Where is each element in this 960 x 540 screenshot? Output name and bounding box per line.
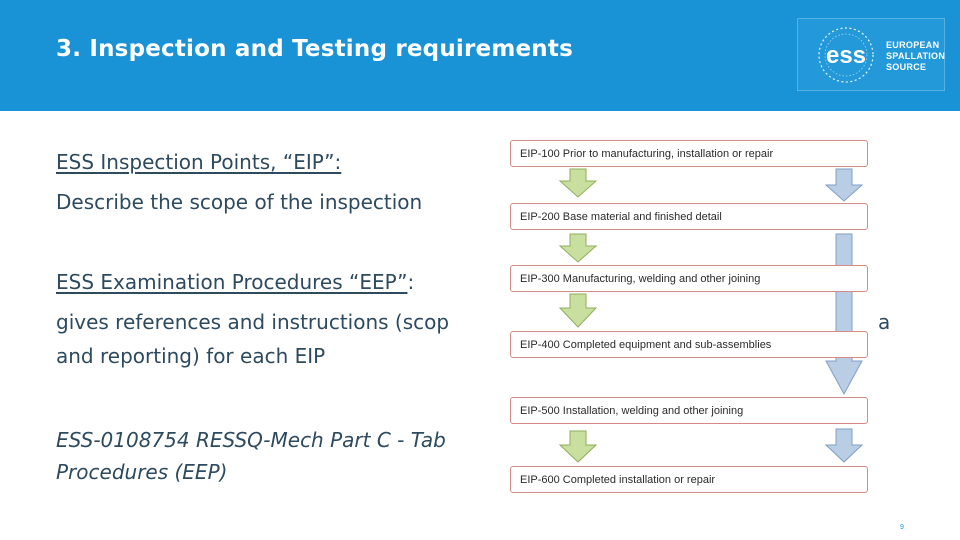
ess-logo-mark-icon (808, 25, 886, 85)
eep-line-2: and reporting) for each EIP (56, 344, 326, 368)
eip-flow-diagram (506, 131, 878, 494)
blue-arrow-long (826, 234, 862, 394)
eep-heading: ESS Examination Procedures “EEP” (56, 270, 408, 294)
logo-mark-text: ess (825, 42, 867, 69)
page-number: 9 (900, 524, 904, 531)
blue-arrow-short (826, 169, 862, 201)
reference-line-1: ESS-0108754 RESSQ-Mech Part C - Tab (56, 428, 446, 452)
eip-step-400: EIP-400 Completed equipment and sub-assemblies (510, 331, 868, 358)
eip-step-300: EIP-300 Manufacturing, welding and other joining (510, 265, 868, 292)
green-arrow-2 (560, 234, 596, 262)
ess-logo (797, 18, 945, 91)
logo-line-3: SOURCE (886, 62, 927, 72)
eip-step-200: EIP-200 Base material and finished detail (510, 203, 868, 230)
eip-flow-arrows (506, 131, 878, 494)
green-arrow-4 (560, 431, 596, 462)
eep-line-1-tail: a (878, 310, 891, 334)
header-bar (0, 0, 960, 111)
blue-arrow-bottom (826, 429, 862, 462)
logo-line-2: SPALLATION (886, 51, 946, 61)
reference-line-2: Procedures (EEP) (56, 460, 228, 484)
eip-step-100: EIP-100 Prior to manufacturing, installation or repair (510, 140, 868, 167)
eep-line-1: gives references and instructions (scop (56, 310, 450, 334)
green-arrow-1 (560, 169, 596, 197)
page-title: 3. Inspection and Testing requirements (56, 36, 573, 62)
eip-step-500: EIP-500 Installation, welding and other joining (510, 397, 868, 424)
eep-heading-line (56, 270, 414, 294)
green-arrow-3 (560, 294, 596, 327)
logo-line-1: EUROPEAN (886, 40, 940, 50)
eip-heading: ESS Inspection Points, “EIP”: (56, 150, 342, 174)
eep-heading-colon: : (407, 270, 415, 294)
eip-description: Describe the scope of the inspection (56, 190, 423, 214)
eip-step-600: EIP-600 Completed installation or repair (510, 466, 868, 493)
